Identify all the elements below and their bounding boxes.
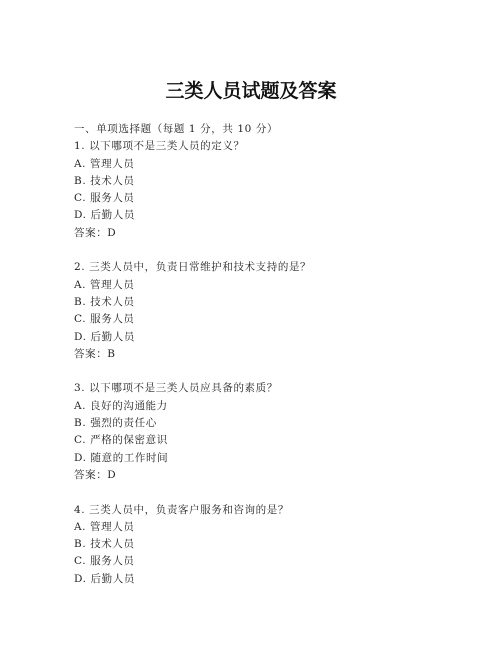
question-option: C. 服务人员 (74, 192, 135, 205)
section-heading: 一、单项选择题（每题 1 分，共 10 分） (74, 123, 279, 135)
question-option: A. 管理人员 (74, 520, 135, 533)
question-stem: 1. 以下哪项不是三类人员的定义？ (74, 140, 245, 153)
question-stem: 2. 三类人员中，负责日常维护和技术支持的是？ (74, 261, 312, 274)
document-body (74, 121, 311, 588)
paragraph-gap (74, 363, 311, 380)
question-option: B. 技术人员 (74, 538, 135, 551)
question-answer: 答案：D (74, 226, 117, 239)
paragraph-gap (74, 242, 311, 259)
question-option: C. 服务人员 (74, 313, 135, 326)
question-option: D. 后勤人员 (74, 572, 135, 585)
question-option: D. 随意的工作时间 (74, 451, 169, 464)
document-title: 三类人员试题及答案 (165, 80, 337, 102)
question-option: A. 良好的沟通能力 (74, 399, 168, 412)
question-answer: 答案：B (74, 347, 116, 360)
question-option: B. 技术人员 (74, 174, 135, 187)
question-option: A. 管理人员 (74, 157, 135, 170)
question-option: B. 技术人员 (74, 295, 135, 308)
question-option: C. 严格的保密意识 (74, 434, 168, 447)
question-option: A. 管理人员 (74, 278, 135, 291)
question-stem: 4. 三类人员中，负责客户服务和咨询的是？ (74, 503, 289, 516)
question-option: D. 后勤人员 (74, 330, 135, 343)
paragraph-gap (74, 484, 311, 501)
question-option: D. 后勤人员 (74, 209, 135, 222)
question-option: B. 强烈的责任心 (74, 417, 157, 430)
question-answer: 答案：D (74, 468, 117, 481)
question-stem: 3. 以下哪项不是三类人员应具备的素质？ (74, 382, 278, 395)
question-option: C. 服务人员 (74, 555, 135, 568)
